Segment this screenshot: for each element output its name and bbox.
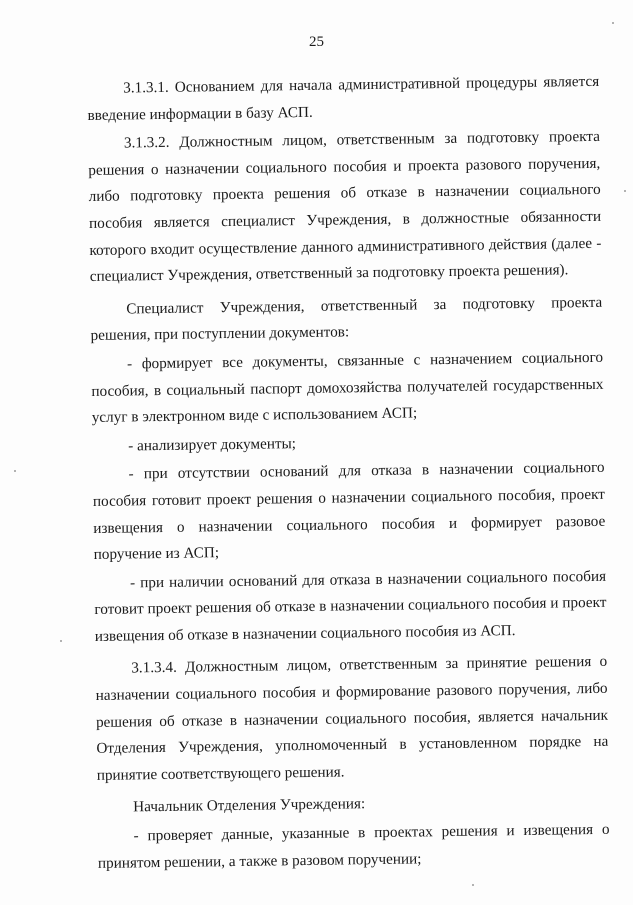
- list-item-refusal-grounds: - при наличии оснований для отказа в назначении социального пособия готовит проект решения об отказе в назначении социального пособия и проект извещения об отказе в назначении социального пособия из АСП.: [94, 567, 607, 645]
- scan-speck: [60, 640, 62, 642]
- paragraph-specialist: Специалист Учреждения, ответственный за подготовку проекта решения, при поступлении документов:: [90, 293, 603, 345]
- document-body: [87, 69, 610, 877]
- scan-speck: [624, 190, 626, 192]
- list-item-no-refusal-grounds: - при отсутствии оснований для отказа в назначении социального пособия готовит проект решения о назначении социального пособия, проект извещения о назначении социального пособия и формирует разовое поручение из АСП;: [92, 459, 606, 564]
- list-item-checks-data: - проверяет данные, указанные в проектах решения и извещения о принятом решении, а также в разовом поручении;: [97, 820, 610, 872]
- list-item-analyzes-documents: - анализирует документы;: [128, 434, 297, 455]
- list-item-forms-documents: - формирует все документы, связанные с назначением социального пособия, в социальный паспорт домохозяйства получателей государственных услуг в электронном виде с использованием АСП;: [91, 348, 604, 427]
- page-number: 25: [309, 34, 324, 50]
- paragraph-3-1-3-4: 3.1.3.4. Должностным лицом, ответственным за принятие решения о назначении социального пособия и формирование разового поручения, либо решения об отказе в назначении социального пособия, является начальник Отделения Учреждения, уполномоченный в установленном порядке на принятие соответствующего решения.: [95, 653, 609, 784]
- paragraph-3-1-3-1: 3.1.3.1. Основанием для начала административной процедуры является введение информации в базу АСП.: [87, 72, 600, 124]
- scan-speck: [612, 22, 614, 24]
- scan-speck: [14, 470, 16, 472]
- paragraph-department-head: Начальник Отделения Учреждения:: [133, 795, 366, 816]
- paragraph-3-1-3-2: 3.1.3.2. Должностным лицом, ответственным за подготовку проекта решения о назначении социального пособия и проекта разового поручения, либо подготовку проекта решения об отказе в назначении социального пособия является специалист Учреждения, в должностные обязанности которого входит осуществление данного административного действия (далее - специалист Учреждения, ответственный за подготовку проекта решения).: [88, 128, 602, 286]
- scan-speck: [472, 884, 474, 886]
